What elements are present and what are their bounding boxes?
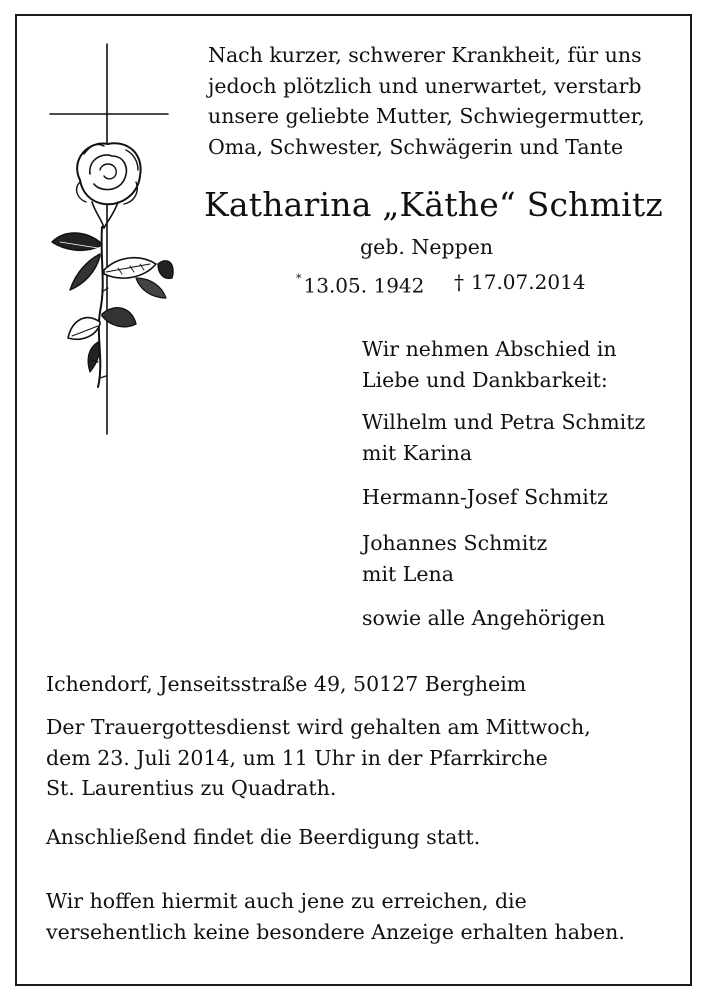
mourner-line: mit Karina <box>362 440 473 465</box>
mourner-family-3 <box>362 528 547 589</box>
mourner-line: Johannes Schmitz <box>362 531 548 555</box>
intro-line: unsere geliebte Mutter, Schwiegermutter, <box>208 104 645 128</box>
farewell-line: Wir nehmen Abschied in <box>362 337 617 361</box>
death-cross-icon: † <box>454 270 464 294</box>
mourner-line: Hermann-Josef Schmitz <box>362 485 608 509</box>
mourner-line: Wilhelm und Petra Schmitz <box>362 410 646 434</box>
birth-date-line <box>296 267 424 301</box>
address-line: Ichendorf, Jenseitsstraße 49, 50127 Bergheim <box>46 672 527 696</box>
mourner-line: mit Lena <box>362 561 454 586</box>
service-line: dem 23. Juli 2014, um 11 Uhr in der Pfarrkirche <box>46 745 548 770</box>
intro-line: Nach kurzer, schwerer Krankheit, für uns <box>208 43 642 67</box>
birth-date: 13.05. 1942 <box>303 273 425 298</box>
farewell-text <box>362 334 617 395</box>
mourner-family-2 <box>362 482 608 513</box>
intro-line: jedoch plötzlich und unerwartet, verstarb <box>208 73 642 98</box>
service-line: St. Laurentius zu Quadrath. <box>46 776 337 800</box>
death-date-line <box>454 267 586 297</box>
intro-text <box>208 40 645 162</box>
cross-with-rose-icon <box>40 42 180 442</box>
mourner-family-1 <box>362 407 645 468</box>
closing-line: versehentlich keine besondere Anzeige erhalten haben. <box>46 919 625 944</box>
maiden-name: geb. Neppen <box>360 235 494 259</box>
death-date: 17.07.2014 <box>471 270 586 294</box>
burial-line: Anschließend findet die Beerdigung statt. <box>46 825 481 849</box>
service-line: Der Trauergottesdienst wird gehalten am Mittwoch, <box>46 715 591 739</box>
closing-line: Wir hoffen hiermit auch jene zu erreichen, die <box>46 889 527 913</box>
service-text <box>46 712 591 804</box>
farewell-line: Liebe und Dankbarkeit: <box>362 367 608 392</box>
birth-star-icon: * <box>296 272 302 285</box>
deceased-name: Katharina „Käthe“ Schmitz <box>204 185 663 224</box>
closing-text <box>46 886 625 947</box>
intro-line: Oma, Schwester, Schwägerin und Tante <box>208 134 624 159</box>
mourner-others: sowie alle Angehörigen <box>362 606 606 630</box>
